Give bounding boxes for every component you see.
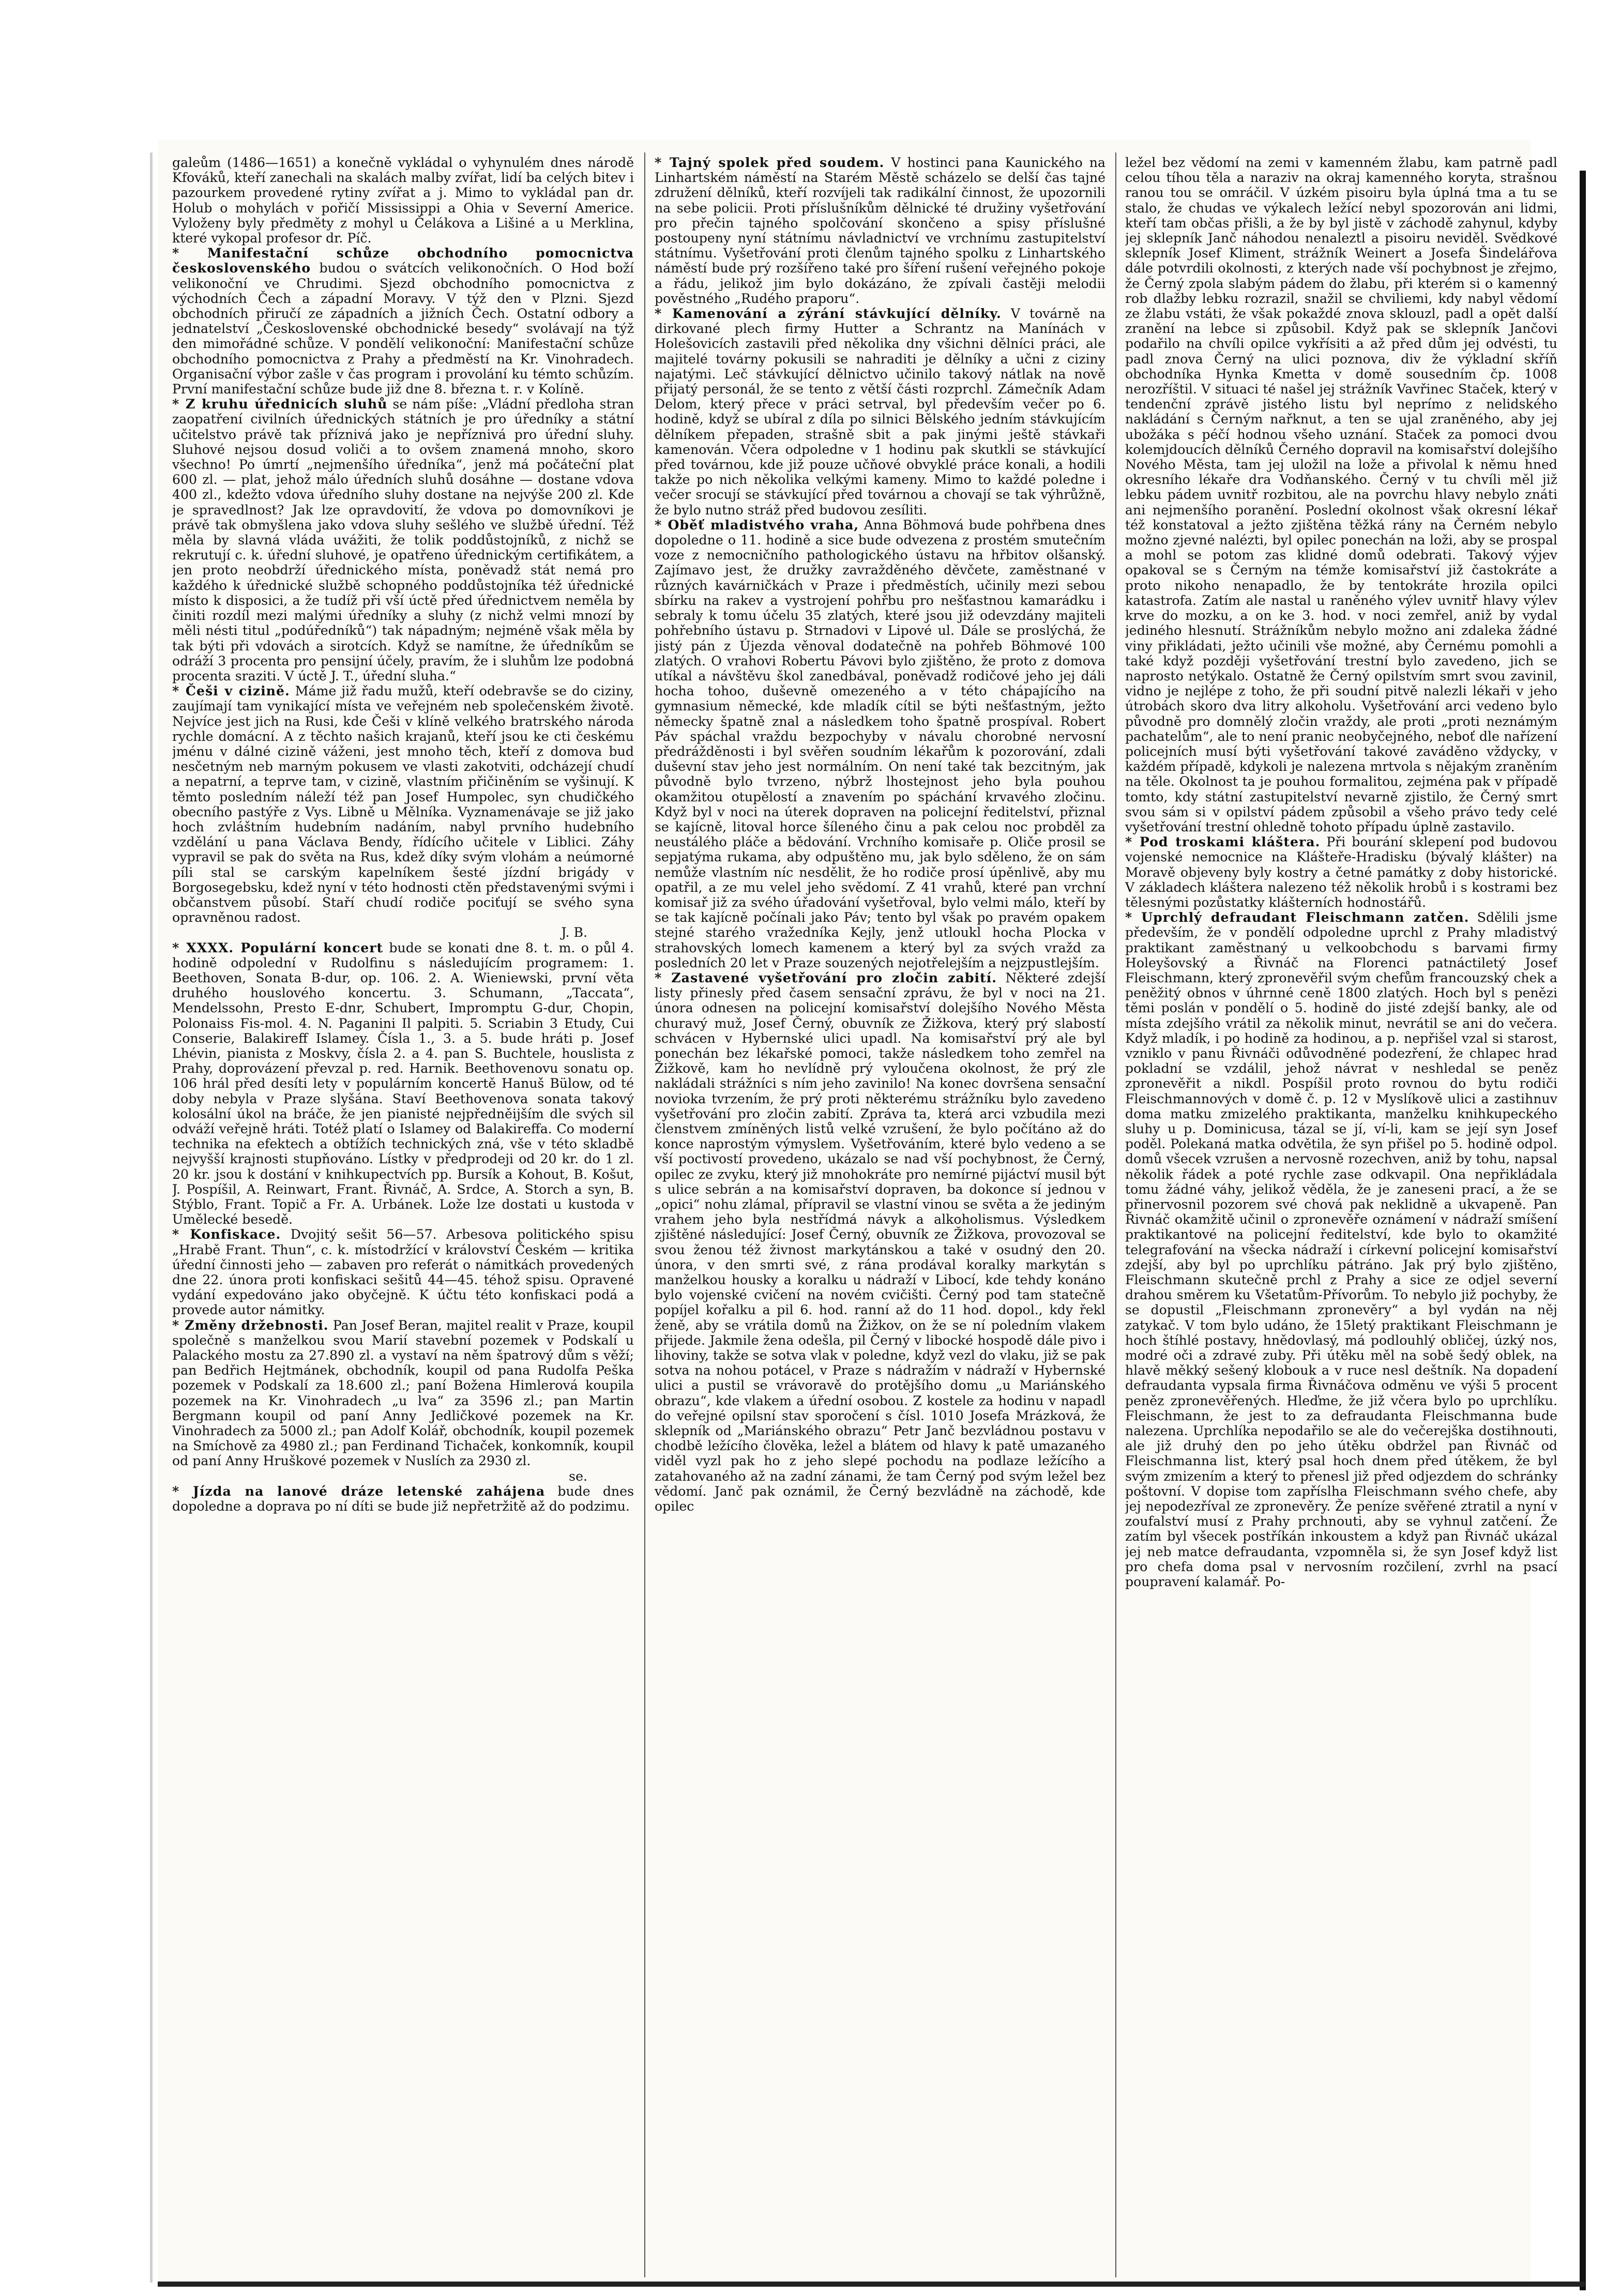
article-text: Máme již řadu mužů, kteří odebravše se do ciziny, zaujímají tam vynikající místa ve veřejném neb společenském životě. Nejvíce jest jich na Rusi, kde Češi v klíně velkého bratrského národa rychle domácní. A z těchto našich krajanů, kteří jsou ke cti českému jménu v dálné cizině váženi, jest mnoho těch, kteří z domova bud nesčetným neb marným pokusem ve vlasti zakotviti, odcházejí chudí a nepatrní, a teprve tam, v cizině, vlastním přičiněním se vyšinují. K těmto posledním náleží též pan Josef Humpolec, syn chudičkého obecního pastýře z Vys. Libně u Mělníka. Vyznamenávaje se již jako hoch zvláštním hudebním nadáním, nabyl prvního hudebního vzdělání u pana Václava Bendy, řídícího učitele v Liblici. Záhy vypravil se pak do světa na Rus, kdež díky svým vlohám a neúmorné píli stal se carským kapelníkem šesté jízdní brigády v Borgosegebsku, kdež nyní v této hodnosti ctěn představenými svými i občanstvem působí. Staří chudí rodiče pociťují se svého syna opravněnou radost. xyxy=(172,683,634,925)
column-rule xyxy=(1115,153,1116,2277)
article-heading: * Manifestační schůze obchodního pomocnictva československého xyxy=(172,245,634,276)
article-text: Dvojitý sešit 56—57. Arbesova politického spisu „Hrabě Frant. Thun“, c. k. místodržící v království Českém — kritika úřední činnosti jeho — zabaven pro referát o námitkách provedených dne 22. února proti konfiskaci sešitů 44—45. téhož spisu. Opravené vydání expedováno jako obyčejně. K účtu této konfiskaci podá a provede autor námitky. xyxy=(172,1227,634,1318)
article xyxy=(655,970,1105,1514)
article-heading: * Češi v cizině. xyxy=(172,683,290,699)
article-heading: * Tajný spolek před soudem. xyxy=(655,155,885,170)
text-column-3 xyxy=(1125,155,1557,2275)
article-heading: * XXXX. Populární koncert xyxy=(172,939,384,955)
column-rule xyxy=(644,153,645,2277)
article-text: bude se konati dne 8. t. m. o půl 4. hodině odpolední v Rudolfinu s následujícím programem: 1. Beethoven, Sonata B-dur, op. 106. 2. A. Wieniewski, první věta druhého houslového koncertu. 3. Schumann, „Taccata“, Mendelssohn, Presto E-dnr, Schubert, Impromptu G-dur, Chopin, Polonaiss Fis-mol. 4. N. Paganini Il palpiti. 5. Scriabin 3 Etudy, Cui Conserie, Balakireff Islamey. Čísla 1., 3. a 5. bude hráti p. Josef Lhévin, pianista z Moskvy, čísla 2. a 4. pan S. Buchtele, houslista z Prahy, doprovázení převzal p. red. Harnik. Beethovenovu sonatu op. 106 hrál před desíti lety v populárním koncertě Hanuš Bülow, od té doby nebyla v Praze slyšána. Staví Beethovenova sonata takový kolosální úkol na bráče, že jen pianisté nejpředněijším dle svých sil odváží veřejně hráti. Totéž platí o Islamey od Balakireffa. Co moderní technika na efektech a obtížích technických zná, vše v této skladbě nejvyšší krajnosti stupňováno. Lístky v předprodeji od 20 kr. do 1 zl. 20 kr. jsou k dostání v knihkupectvích pp. Bursík a Kohout, B. Košut, J. Pospíšil, A. Reinwart, Frant. Řivnáč, A. Srdce, A. Storch a syn, B. Stýblo, Frant. Topič a Fr. A. Urbánek. Lože lze dostati u kustoda v Umělecké besedě. xyxy=(172,940,634,1227)
article-text: V továrně na dirkované plech firmy Hutter a Schrantz na Manínách v Holešovicích zastavili před několika dny všichni dělníci práci, ale majitelé továrny pokusili se nahraditi je dělníky a učni z ciziny najatými. Leč stávkující dělnictvo učinilo takový nátlak na nově přijatý personál, že se tento z větší části rozprchl. Zámečník Adam Delom, který přece v práci setrval, byl především večer po 6. hodině, když se ubíral z díla po silnici Bělského jedním stávkujícím dělníkem přepaden, strašně sbit a pak jinými ještě stávkaři kamenován. Včera odpoledne v 1 hodinu pak skutkli se stávkující před továrnou, kde již pouze učňové obvyklé práce konali, a hodili takže po nich několika velkými kameny. Mimo to každé poledne i večer srocují se stávkující před továrnou a chovají se tak výhrůžně, že bylo nutno stráž před budovou zesíliti. xyxy=(655,306,1105,518)
article-signature: J. B. xyxy=(561,925,587,940)
article xyxy=(655,518,1105,970)
article-heading: * Oběť mladistvého vraha, xyxy=(655,516,859,533)
page-bottom-edge-shadow xyxy=(158,2282,1585,2287)
article-text: Anna Böhmová bude pohřbena dnes dopoledne o 11. hodině a sice bude odvezena z prostém smutečním voze z nemocničního pathologického ústavu na hřbitov olšanský. Zajímavo jest, že družky zavražděného děvčete, zaměstnané v různých kavárničkách v Praze i předměstích, učinily mezi sebou sbírku na rakev a vystrojení pohřbu pro nešťastnou kamarádku i sebraly k tomu účelu 35 zlatých, které jsou již odevzdány majiteli pohřebního ústavu p. Strnadovi v Lipové ul. Dále se proslýchá, že jistý pán z Újezda věnoval dodatečně na pohřeb Böhmové 100 zlatých. O vrahovi Robertu Pávovi bylo zjištěno, že proto z domova utíkal a návštěvu škol zanedbával, poněvadž rodičové jeho jej dáli hocha tohoo, duševně omezeného a v této chápajícího na gymnasium německé, kde mladík cítil se býti nešťastným, ježto německy špatně znal a následkem toho špatně prospíval. Robert Páv spáchal vraždu bezpochyby v návalu chorobné nervosní předrážděnosti i byl svěřen soudním lékařům k pozorování, zdali duševní stav jeho jest normálním. On není také tak bezcitným, jak původně bylo tvrzeno, nýbrž lhostejnost jeho byla pouhou okamžitou otupělostí a znavením po spáchání krvavého zločinu. Když byl v noci na úterek dopraven na policejní ředitelství, přiznal se kajícně, litoval horce šíleného činu a pak celou noc probděl za neustálého pláče a bědování. Vrchního komisaře p. Oliče prosil se sepjatýma rukama, aby odpuštěno mu, jak bylo sděleno, že on sám nemůže vlastním níc nesdělit, že ho rodiče prosí úpěnlivě, aby mu opatřil, a ze mu velel jeho svědomí. Z 41 vrahů, které pan vrchní komisař již za svého úřadování vyšetřoval, bylo velmi málo, kteří by se tak kajícně počínali jako Páv; tento byl však po pravém opakem stejné starého vražedníka Kejly, jenž utloukl hocha Plocka v strahovských lomech kamenem a který byl za svých vražd za posledních 20 let v Praze souzených nejotřelejším a nejzpustlejším. xyxy=(655,517,1105,970)
text-column-1 xyxy=(172,155,634,2275)
article-heading: * Pod troskami kláštera. xyxy=(1125,834,1321,850)
article xyxy=(172,397,634,683)
article xyxy=(655,155,1105,306)
article-text: V hostinci pana Kaunického na Linhartském náměstí na Starém Městě scházelo se delší čas tajné združení dělníků, kteří rozvíjeli tak radikální činnost, že upozornili na sebe policii. Proti příslušníkům dělnické té družiny vyšetřování pro přečin tajného spolčování skončeno a spisy příslušné postoupeny nyní státnímu návladnictví ve vrchnímu zastupitelství státnímu. Vyšetřování proti členům tajného spolku z Linhartského náměstí bude prý rozšířeno také pro šíření rušení veřejného pokoje a řádu, jelikož jim bylo dokázáno, že zpívali častěji melodii pověstného „Rudého praporu“. xyxy=(655,155,1105,306)
article-heading: * Z kruhu úřednicích sluhů xyxy=(172,396,388,412)
article xyxy=(1125,834,1557,910)
article xyxy=(172,683,634,940)
article xyxy=(172,246,634,397)
page-left-edge xyxy=(150,153,153,2283)
article-signature: se. xyxy=(569,1468,587,1484)
article-text: ležel bez vědomí na zemi v kamenném žlabu, kam patrně padl celou tíhou těla a naraziv na okraj kamenného koryta, strašnou ranou tou se omráčil. V úzkém pisoiru byla úplná tma a tu se stalo, že chudas ve výkalech ležící nebyl spozorován ani lidmi, kteří tam občas přišli, a že by byl jistě v záchodě zahynul, kdyby jej sklepník Janč náhodou nenaleztl a pisoiru neviděl. Svědkové sklepník Josef Kliment, strážník Weinert a Josefa Šindelářova dále potvrdili okolnosti, z kterých nade vší pochybnost je zřejmo, že Černý zpola slabým pádem do žlabu, při kterém si o kamenný rob dlažby lebku rozrazil, snažil se chviliemi, kdy nabyl vědomí ze žlabu vstáti, že však pokaždé znova sklouzl, padl a opět další zranění na lebce si způsobil. Když pak se sklepník Jančovi podařilo na chvíli opilce vykřísiti a až před dům jej odvésti, tu padl znova Černý na ulici poznova, div že výkladní skříň obchodníka Hynka Kmetta v domě sousedním čp. 1008 nerozříštil. V situaci té našel jej strážník Vavřinec Staček, který v tendenční zprávě jistého listu byl neprímo z nelidského nakládání s Černým nařknut, a ten se ujal zraněného, aby jej ubožáka s péčí hodnou všeho uznání. Staček za pomoci dvou kolemjdoucích dělníků Černého dopravil na komisařství dolejšího Nového Města, tam jej uložil na lože a přivolal k němu hned okresního lékaře dra Vodňanského. Černý v tu chvíli měl již lebku pádem uvnitř rozbitou, ale na povrchu hlavy nebylo znáti ani nejmenšího poranění. Poslední okolnost však okresní lékař též konstatoval a ježto zjištěna těžká rány na Černém nebylo možno zjevné nalézti, byl opilec ponechán na loži, aby se prospal a mohl se potom zas klidné domů odebrati. Takový výjev opakoval se s Černým na témže komisařství již častokráte a proto nikoho nenapadlo, že by tentokráte hrozila opilci katastrofa. Zatím ale nastal u raněného výlev uvnitř hlavy výlev krve do mozku, a on ke 3. hod. v noci zemřel, aniž by vydal jediného hlesnutí. Strážníkům nebylo možno ani zdaleka žádné viny přikládati, ježto učinili vše možné, aby Černému pomohli a také když později vyšetřování trestní bylo zavedeno, jich se naprosto netýkalo. Ostatně že Černý opilstvím smrt svou zavinil, vidno je nejlépe z toho, že při soudní pitvě nalezli lékaři v jeho útrobách skoro dva litry alkoholu. Vyšetřování arci vedeno bylo původně pro domnělý zločin vraždy, ale proti „proti neznámým pachatelům“, ale to není pranic neobyčejného, neboť dle nařízení policejních musí býti vyšetřování takové zaváděno vždycky, v každém případě, kdykoli je nalezena mrtvola s nějakým zraněním na těle. Okolnost ta je pouhou formalitou, zejména pak v případě tomto, kdy státní zastupitelství nevarně zjistilo, že Černý smrt svou sám si v opilství pádem způsobil a všeho právo tedy celé vyšetřování trestní ohledně tohoto případu úplně zastavilo. xyxy=(1125,155,1557,834)
article-text: Sdělili jsme především, že v pondělí odpoledne uprchl z Prahy mladistvý praktikant zaměstnaný u velkoobchodu s barvami firmy Holeyšovský a Řivnáč na Florenci patnáctiletý Josef Fleischmann, který zpronevěřil svým chefům francouzský chek a peněžitý obnos v úhrnné ceně 1800 zlatých. Hoch byl s penězi těmi poslán v pondělí o 5. hodině do jisté zdejší banky, ale od místa zdejšího vrátil za několik minut, nevrátil se ani do večera. Když mladík, i po hodině za hodinou, a p. nepřišel vzal si starost, vzniklo v panu Řivnáči odůvodněné podezření, že chlapec hrad pokladní se vzdálil, jehož návrat v neshledal se peněz zpronevěřit a nikdl. Pospíšil proto rovnou do bytu rodiči Fleischmannových v domě č. p. 12 v Myslíkově ulici a zastihnuv doma matku zmizelého praktikanta, manželku knihkupeckého sluhy u p. Dominicusa, tázal se jí, ví-li, kam se její syn Josef poděl. Polekaná matka odvětila, že syn přišel po 5. hodině odpol. domů všecek vzrušen a nervosně rozechven, aniž by tohu, napsal několik řádek a poté rychle zase odkvapil. Ona nepřikládala tomu žádné váhy, jelikož věděla, že je zaneseni prací, a že se přinervosnil pozorem své chová pak neklidně a ukvapeně. Pan Řivnáč okamžitě učinil o zpronevěře oznámení v nádraží smíšení praktikantové na policejní ředitelství, kde bylo to okamžité telegrafování na všecka nádraží i církevní policejní komisařství zdejší, aby byl po uprchlíku pátráno. Jak prý bylo zjištěno, Fleischmann skutečně prchl z Prahy a sice ze odjel severní drahou směrem ku Všetatům-Přívorům. To nebylo již pochyby, že se dopustil „Fleischmann zpronevěry“ a byl vydán na něj zatykač. V tom bylo udáno, že 15letý praktikant Fleischmann je hoch štíhlé postavy, hnědovlasý, má podlouhlý obličej, úzký nos, modré oči a zdravé zuby. Při útěku měl na sobě šedý oblek, na hlavě měkký sešený klobouk a v ruce nesl deštník. Na dopadení defraudanta vypsala firma Řivnáčova odměnu ve výši 5 procent peněz zpronevěřených. Hleďme, že již včera bylo po uprchlíku. Fleischmann, že jest to za defraudanta Fleischmanna bude nalezena. Uprchlíka nepodařilo se ale do večerejška dostihnouti, ale již druhý den po jeho útěku obdržel pan Řivnáč od Fleischmanna list, který psal hoch dnem před útěkem, že byl svým zmizením a který to přenesl již před odjezdem do schránky poštovní. V dopise tom zapříslha Fleischmann svého chefe, aby jej nepodezříval ze zpronevěry. Že peníze svěřené ztratil a nyní v zoufalství musí z Prahy prchnouti, aby se vyhnul zatčení. Že zatím byl všecek postříkán inkoustem a když pan Řivnáč ukázal jej neb matce defraudanta, vzpomněla si, že syn Josef když list pro chefa doma psal v nervosním rozčilení, zvrhl na psací poupravení kalamář. Po- xyxy=(1125,910,1557,1590)
article xyxy=(172,1484,634,1514)
article-text: se nám píše: „Vládní předloha stran zaopatření civilních úřednických státních je pro úředníky a státní učitelstvo právě tak příznivá jako je nepříznivá pro úřední sluhy. Sluhové nejsou dosud voliči a to ovšem znamená mnoho, skoro všechno! Po úmrtí „nejmenšího úředníka“, jenž má počáteční plat 600 zl. — plat, jehož málo úředních sluhů dosáhne — dostane vdova 400 zl., kdežto vdova úředního sluhy dostane na nejvýše 200 zl. Kde je spravedlnost? Jak lze opravdovití, že vdova po domovníkovi je právě tak obmyšlena jako vdova sluhy sešlého ve službě úřední. Též měla by slavná vláda uvážiti, že tolik poddůstojníků, z nichž se rekrutují c. k. úřední sluhové, je opatřeno úřednickým certifikátem, a jen proto neobdrží úřednického místa, poněvadž stát nemá pro každého k úřednické službě schopného poddůstojníka též úřednické místo k disposici, a že tudíž při vší úctě před úřednictvem neměla by činiti rozdíl mezi malými úředníky a sluhy (z nichž velmi mnozí by měli nésti titul „podúředníků“) tak nápadným; nejméně však měla by tak býti při vdovách a sirotcích. Když se namítne, že úředníkům se odráží 3 procenta pro pensijní účely, pravím, že i sluhům lze podobná procenta sraziti. V úctě J. T., úřední sluha.“ xyxy=(172,397,634,683)
article-text: bude dnes dopoledne a doprava po ní díti se bude již nepřetržitě až do podzimu. xyxy=(172,1483,634,1514)
article-text: Některé zdejší listy přinesly před časem sensační zprávu, že byl v noci na 21. února odnesen na policejní komisařství dolejšího Nového Města churavý muž, Josef Černý, obuvník ze Žižkova, který prý slabostí schvácen v Hybernské ulici upadl. Na komisařství prý ale byl ponechán bez lékařské pomoci, takže následkem toho zemřel na Žižkově, kam ho nevlídně prý vyloučena okolnost, že prý zle nakládali strážníci s ním jeho zavinilo! Na konec dovršena sensační novioka tvrzením, že prý proti některému strážníku bylo zavedeno vyšetřování pro zločin zabití. Zpráva ta, která arci vzbudila mezi členstvem zmíněných listů velké vzrušení, že bylo počítáno až do konce naprostým výmyslem. Vyšetřováním, které bylo vedeno a se vší poctivostí provedeno, ukázalo se nad vší pochybnost, že Černý, opilec ze zvyku, který již mnohokráte pro nemírné pijáctví musil být s ulice sebrán a na komisařství dopraven, ba dokonce sí jednou v „opici“ nohu zlámal, přípravil se vlastní vinou se světa a že jediným vrahem jeho byla nestřídmá návyk a alkoholismus. Výsledkem zjištěné následující: Josef Černý, obuvník ze Žižkova, provozoval se svou ženou též živnost markytánskou a také v osudný den 20. února, v den smrti své, z rána prodával koralky markytán s manželkou housky a koralku u nádraží v Libocí, kde tehdy konáno bylo vojenské cvičení na novém cvičišti. Černý pod tam statečně popíjel kořalku a pil 6. hod. ranní až do 11 hod. dopol., kdy řekl ženě, aby se vrátila domů na Žižkov, on že se ní poledním vlakem přijede. Jakmile žena odešla, pil Černý v libocké hospodě dále pivo i lihoviny, takže se sotva vlak v poledne, když vezl do vlaku, již se pak sotva na nohou potácel, v Praze s nádražím v nádraží v Hybernské ulici a pustil se vrávoravě do protějšího domu „u Mariánského obrazu“, kde vlakem a úřední osobou. Z kostele za hodinu v napadl do veřejné opilsní stav sporočení s čísl. 1010 Josefa Mrázková, že sklepník od „Mariánského obrazu“ Petr Janč bezvládnou postavu v chodbě ležícího člověka, ležel a blátem od hlavy k patě umazaného viděl vyzl pak ho z jeho slepé pochodu na podlaze ležícího a zatahovaného až na zadní zánami, že tam Černý pod svým ležel bez vědomí. Janč pak oznámil, že Černý bezvládně na záchodě, kde opilec xyxy=(655,970,1105,1514)
article xyxy=(1125,155,1557,834)
article-heading: * Konfiskace. xyxy=(172,1226,281,1242)
page-corner-blank xyxy=(1437,0,1606,140)
article-text: Při bourání sklepení pod budovou vojenské nemocnice na Klášteře-Hradisku (bývalý klášter) na Moravě objeveny byly kostry a četné památky z doby historické. V základech kláštera nalezeno též několik hrobů i s kostrami bez tělesnými pozůstatky klášterních hodnostářů. xyxy=(1125,834,1557,910)
article xyxy=(172,940,634,1227)
article xyxy=(1125,910,1557,1589)
article xyxy=(172,1318,634,1484)
page-right-edge-shadow xyxy=(1580,171,1586,2290)
article xyxy=(172,1227,634,1317)
article-heading: * Jízda na lanové dráze letenské zahájena xyxy=(172,1483,546,1499)
article-heading: * Uprchlý defraudant Fleischmann zatčen. xyxy=(1125,909,1469,925)
article xyxy=(655,306,1105,518)
article-heading: * Změny držebnosti. xyxy=(172,1317,329,1333)
article-text: Pan Josef Beran, majitel realit v Praze, koupil společně s manželkou svou Marií stavební pozemek v Podskalí u Palackého mostu za 27.890 zl. a vystaví na něm špatrový dům s věží; pan Bedřich Hejtmánek, obchodník, koupil od pana Rudolfa Peška pozemek v Podskalí za 18.600 zl.; paní Božena Himlerová koupila pozemek na Kr. Vinohradech „u lva“ za 3596 zl.; pan Martin Bergmann koupil od paní Anny Jedličkové pozemek na Kr. Vinohradech za 5000 zl.; pan Adolf Kolář, obchodník, koupil pozemek na Smíchově za 4980 zl.; pan Ferdinand Tichaček, konkomník, koupil od paní Anny Hruškové pozemek v Nuslích za 2930 zl. xyxy=(172,1317,634,1469)
article-text: budou o svátcích velikonočních. O Hod boží velikonoční ve Chrudimi. Sjezd obchodního pomocnictva z východních Čech a západní Moravy. V týž den v Plzni. Sjezd obchodních přiručí ze západních a jižních Čech. Ostatní odbory a jednatelství „Československé obchodnické besedy“ svolávají na týž den mimořádné schůze. V pondělí velikonoční: Manifestační schůze obchodního pomocnictva z Prahy a předměstí na Kr. Vinohradech. Organisační výbor zašle v čas program i provolání ku témto schůzím. První manifestační schůze bude již dne 8. března t. r. v Kolíně. xyxy=(172,261,634,397)
text-column-2 xyxy=(655,155,1105,2275)
article-heading: * Kamenování a zýrání stávkující dělníky. xyxy=(655,306,1002,322)
article xyxy=(172,155,634,246)
article-text: galeům (1486—1651) a konečně vykládal o vyhynulém dnes národě Kfováků, kteří zanechali na skalách malby zvířat, lidí ba celých bitev i pazourkem provedené rytiny zvířat a j. Mimo to vykládal pan dr. Holub o mohylách v pořičí Mississippi a Ohia v Severní Americe. Vyloženy byly předměty z mohyl u Čelákova a Lišiné a u Merklina, které vykopal profesor dr. Píč. xyxy=(172,155,634,246)
article-heading: * Zastavené vyšetřování pro zločin zabití. xyxy=(655,969,997,985)
